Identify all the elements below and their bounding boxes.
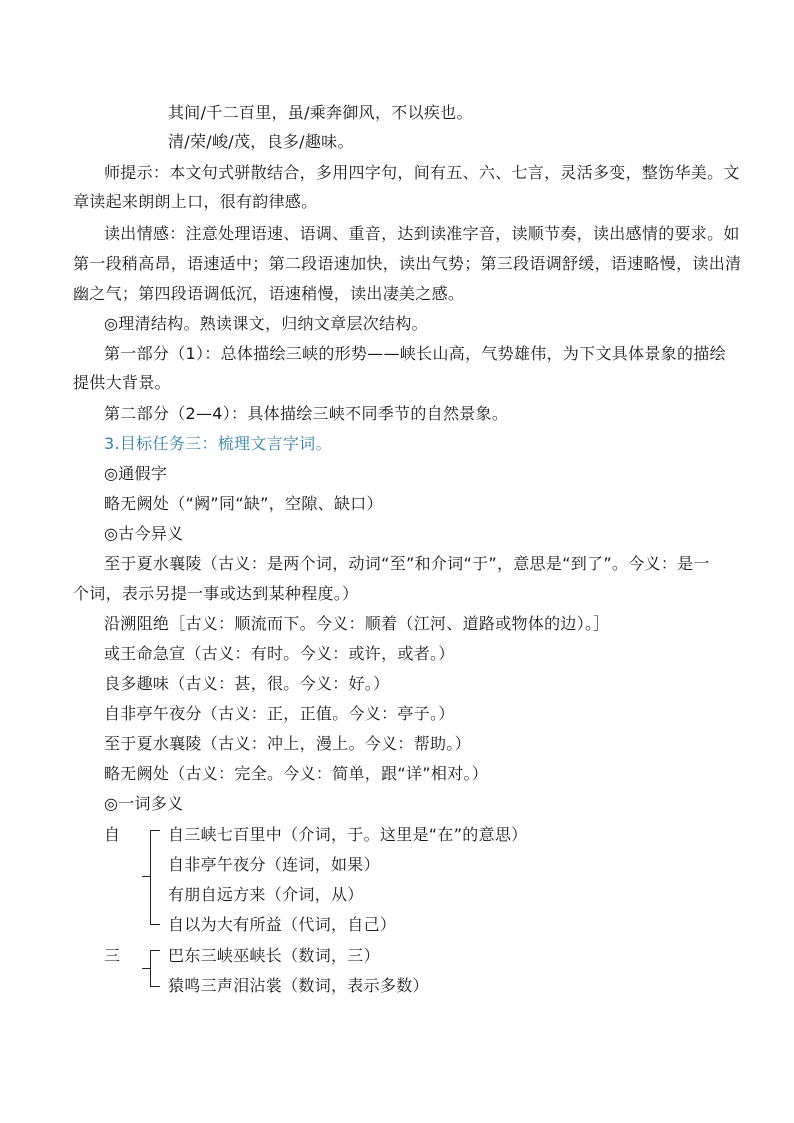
rhythm-line-1: 其间/千二百里，虽/乘奔御风，不以疾也。 (168, 103, 473, 122)
gujin-item-1-line-2: 个词，表示另提一事或达到某种程度。） (73, 584, 359, 603)
structure-part1-line-1: 第一部分（1）：总体描绘三峡的形势——峡长山高，气势雄伟，为下文具体景象的描绘 (104, 344, 726, 363)
gujin-heading: ◎古今异义 (104, 524, 184, 543)
gujin-item-5: 自非亭午夜分（古义：正，正值。今义：亭子。） (104, 704, 455, 723)
emotion-line-2: 第一段稍高昂，语速适中；第二段语速加快，读出气势；第三段语调舒缓，语速略慢，读出清 (73, 254, 742, 273)
gujin-item-3: 或王命急宣（古义：有时。今义：或许，或者。） (104, 644, 455, 663)
polysemy-san-item-2: 猿鸣三声泪沾裳（数词，表示多数） (168, 976, 429, 995)
polysemy-zi-item-3: 有朋自远方来（介词，从） (168, 885, 364, 904)
teacher-tip-line-1: 师提示：本文句式骈散结合，多用四字句，间有五、六、七言，灵活多变，整饬华美。文 (104, 163, 740, 182)
gujin-item-4: 良多趣味（古义：甚，很。今义：好。） (104, 674, 390, 693)
polysemy-zi-item-2: 自非亭午夜分（连词，如果） (168, 855, 380, 874)
task3-title: 3.目标任务三：梳理文言字词。 (104, 434, 332, 453)
structure-part1-line-2: 提供大背景。 (73, 373, 171, 392)
tongjiazi-heading: ◎通假字 (104, 464, 168, 483)
polysemy-word-zi: 自 (104, 825, 121, 844)
rhythm-line-2: 清/荣/峻/茂，良多/趣味。 (168, 132, 354, 151)
tongjiazi-item-1: 略无阙处（“阙”同“缺”，空隙、缺口） (104, 494, 383, 513)
gujin-item-1-line-1: 至于夏水襄陵（古义：是两个词，动词“至”和介词“于”，意思是“到了”。今义：是一 (104, 554, 710, 573)
structure-heading: ◎理清结构。熟读课文，归纳文章层次结构。 (104, 314, 428, 333)
polysemy-zi-item-1: 自三峡七百里中（介词，于。这里是“在”的意思） (168, 825, 528, 844)
polysemy-word-san: 三 (104, 946, 121, 965)
emotion-line-1: 读出情感：注意处理语速、语调、重音，达到读准字音，读顺节奏，读出感情的要求。如 (104, 224, 740, 243)
teacher-tip-line-2: 章读起来朗朗上口，很有韵律感。 (73, 192, 318, 211)
gujin-item-7: 略无阙处（古义：完全。今义：简单，跟“详”相对。） (104, 764, 489, 783)
yiciduoyi-heading: ◎一词多义 (104, 794, 184, 813)
emotion-line-3: 幽之气；第四段语调低沉，语速稍慢，读出凄美之感。 (73, 284, 465, 303)
gujin-item-2: 沿溯阻绝［古义：顺流而下。今义：顺着（江河、道路或物体的边）。］ (104, 614, 610, 633)
gujin-item-6: 至于夏水襄陵（古义：冲上，漫上。今义：帮助。） (104, 734, 471, 753)
polysemy-san-item-1: 巴东三峡巫峡长（数词，三） (168, 946, 380, 965)
structure-part2: 第二部分（2—4）：具体描绘三峡不同季节的自然景象。 (104, 404, 509, 423)
polysemy-zi-item-4: 自以为大有所益（代词，自己） (168, 915, 397, 934)
